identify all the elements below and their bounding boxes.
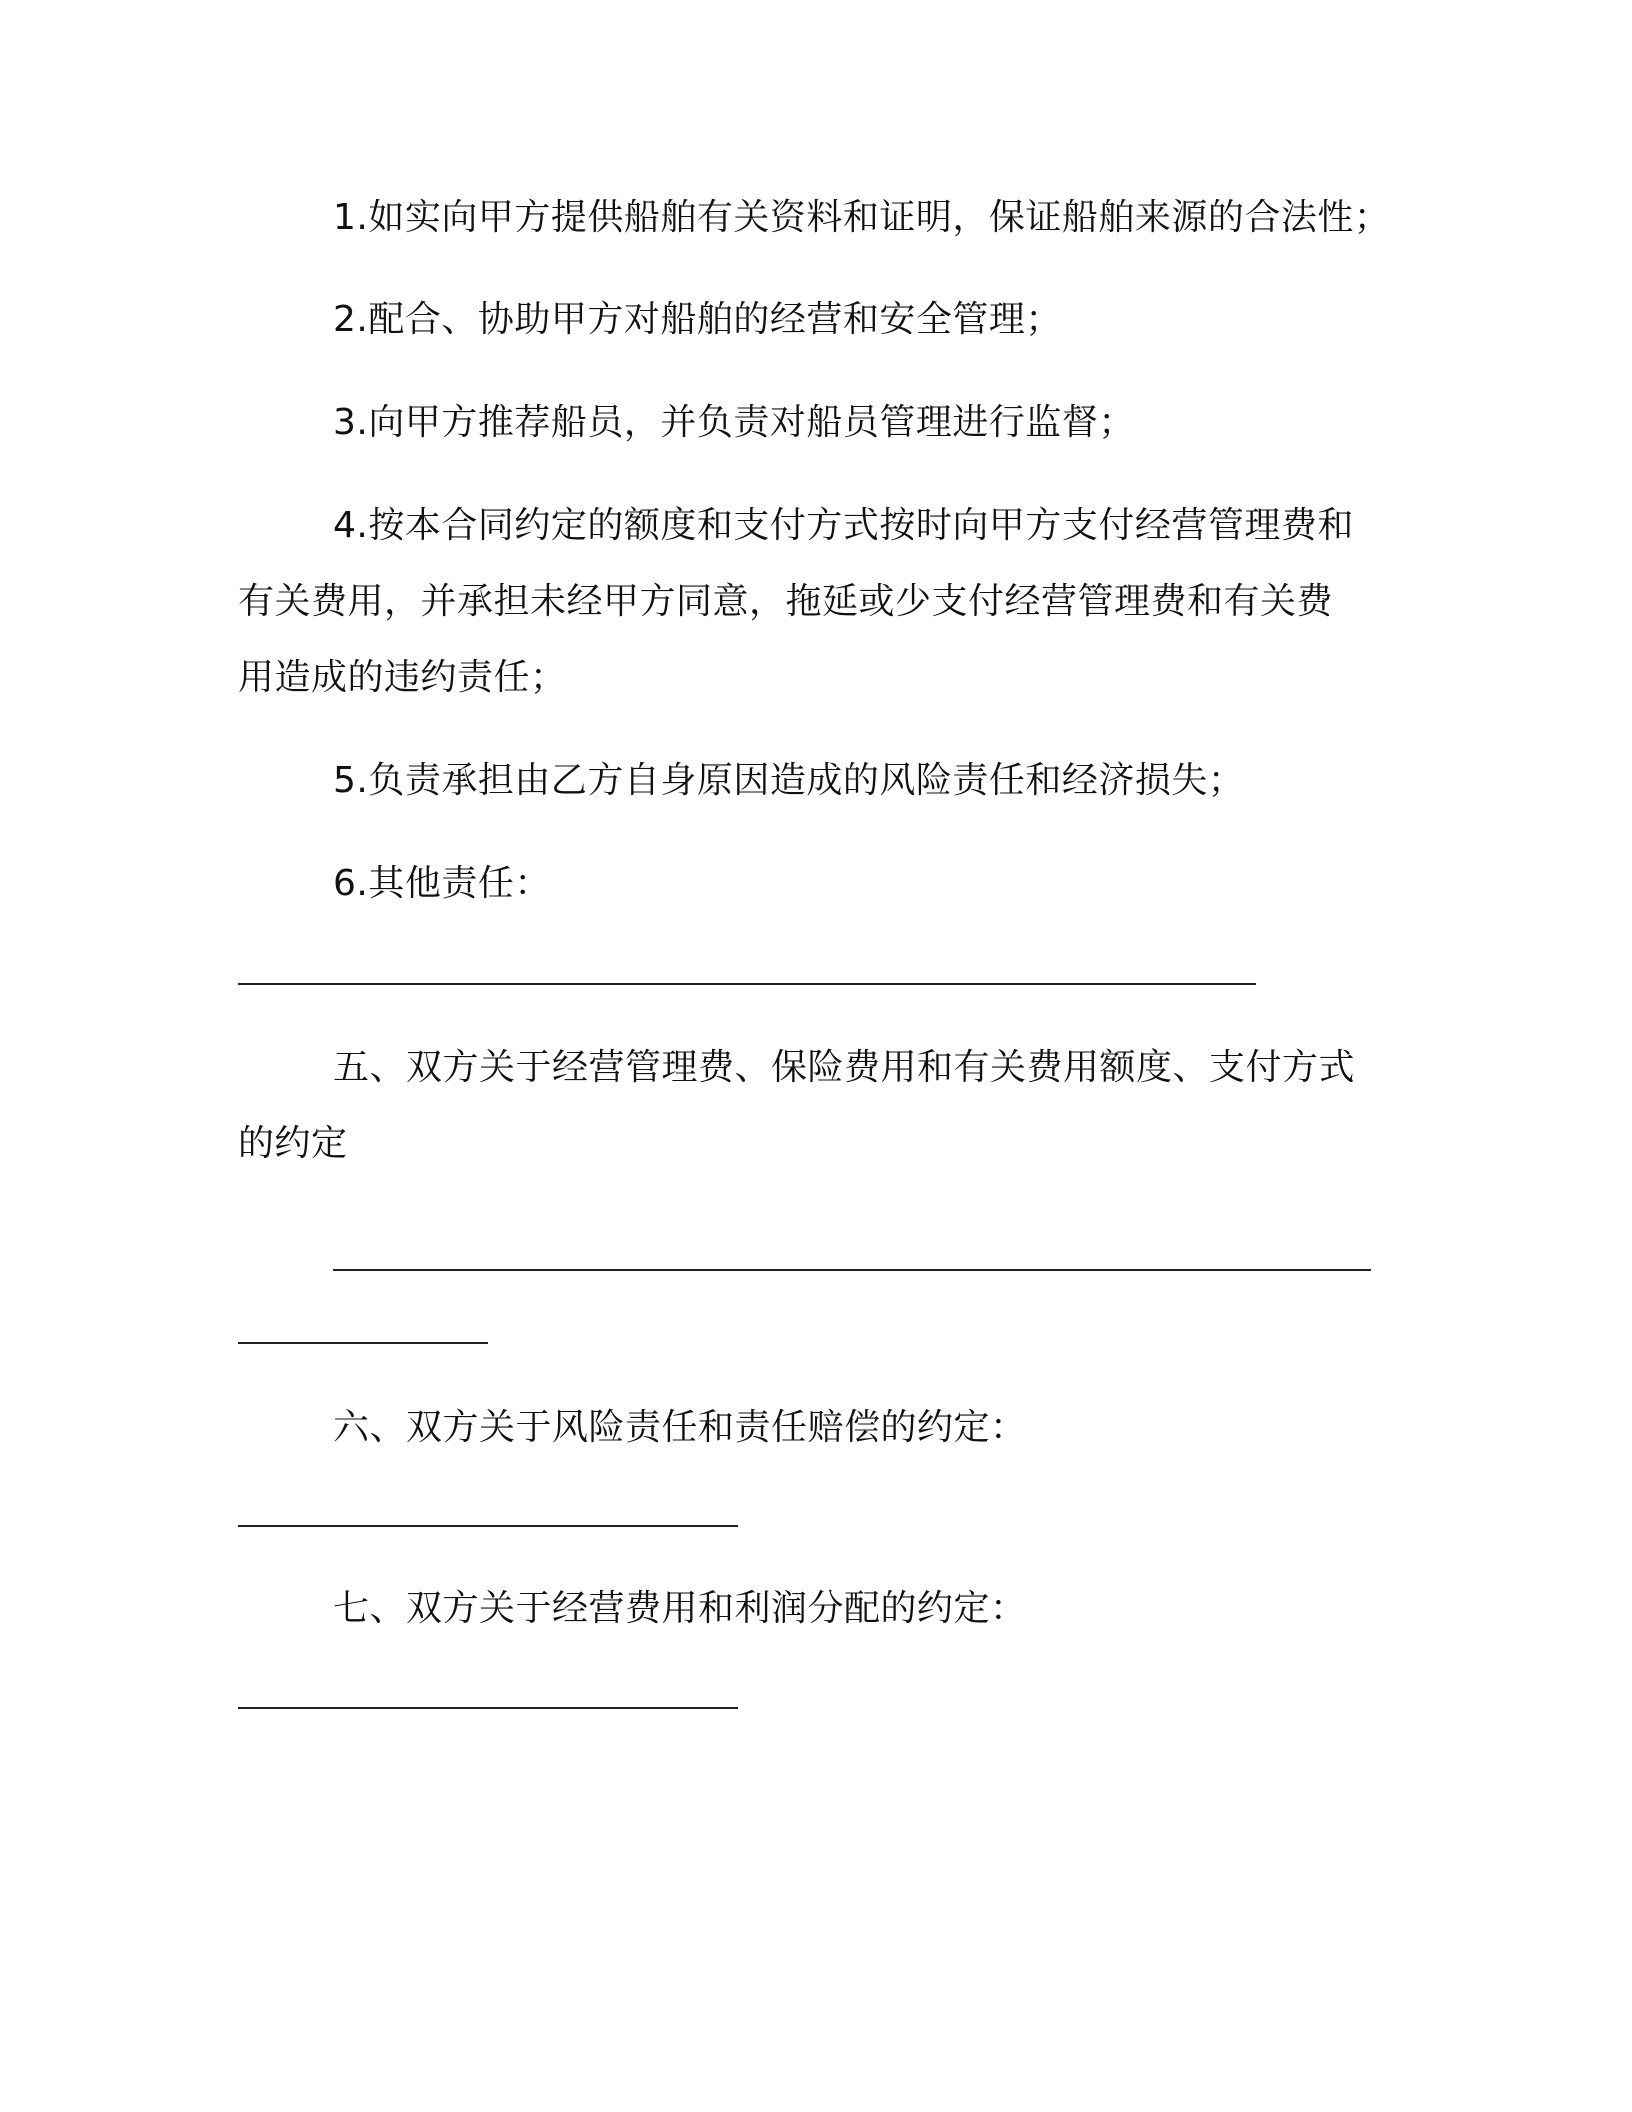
fill-in-blank-section-5-line-1 — [333, 1269, 1371, 1271]
section-7-heading: 七、双方关于经营费用和利润分配的约定： — [333, 1588, 1027, 1629]
clause-item-2: 2.配合、协助甲方对船舶的经营和安全管理； — [333, 299, 1062, 340]
clause-item-4-line-3: 用造成的违约责任； — [238, 657, 567, 698]
clause-item-1: 1.如实向甲方提供船舶有关资料和证明，保证船舶来源的合法性； — [333, 197, 1391, 238]
clause-item-5: 5.负责承担由乙方自身原因造成的风险责任和经济损失； — [333, 760, 1245, 801]
clause-item-4-line-1: 4.按本合同约定的额度和支付方式按时向甲方支付经营管理费和 — [333, 505, 1354, 546]
section-5-heading-line-2: 的约定 — [238, 1123, 348, 1164]
fill-in-blank-section-7 — [238, 1707, 738, 1709]
fill-in-blank-section-5-line-2 — [238, 1342, 488, 1344]
clause-item-4-line-2: 有关费用，并承担未经甲方同意，拖延或少支付经营管理费和有关费 — [238, 581, 1334, 622]
fill-in-blank-section-6 — [238, 1525, 738, 1527]
fill-in-blank-other-duties — [238, 983, 1256, 985]
section-5-heading-line-1: 五、双方关于经营管理费、保险费用和有关费用额度、支付方式 — [333, 1047, 1356, 1088]
section-6-heading: 六、双方关于风险责任和责任赔偿的约定： — [333, 1407, 1027, 1448]
clause-item-6: 6.其他责任： — [333, 863, 551, 904]
clause-item-3: 3.向甲方推荐船员，并负责对船员管理进行监督； — [333, 402, 1135, 443]
